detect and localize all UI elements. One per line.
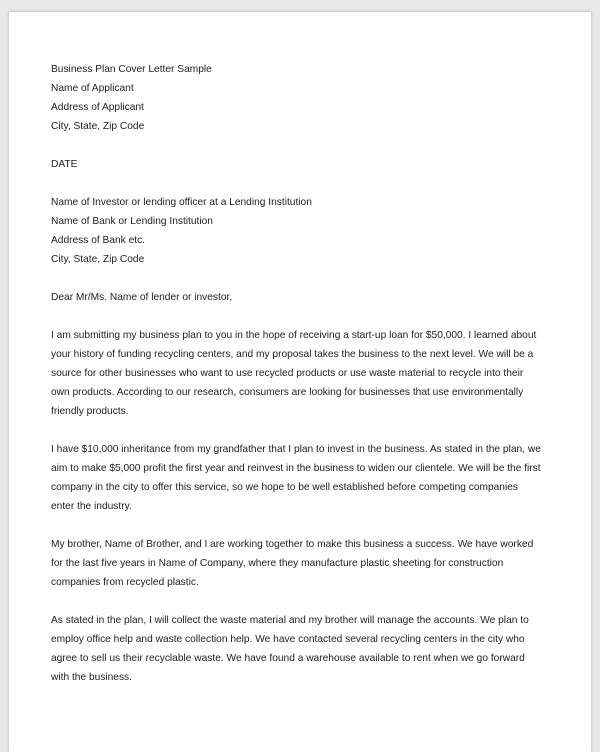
recipient-city: City, State, Zip Code [51,254,145,265]
salutation: Dear Mr/Ms. Name of lender or investor, [51,292,233,303]
sender-block [51,60,551,136]
paragraph-line: your history of funding recycling centers, and my proposal takes the business to the next level. We will be a [51,349,534,360]
paragraph-4 [51,611,551,687]
paragraph-line: for the last five years in Name of Company, where they manufacture plastic sheeting for construction [51,558,504,569]
recipient-address: Address of Bank etc. [51,235,146,246]
recipient-block [51,193,551,269]
paragraph-line: companies from recycled plastic. [51,577,199,588]
paragraph-line: As stated in the plan, I will collect the waste material and my brother will manage the accounts. We plan to [51,615,529,626]
paragraph-line: aim to make $5,000 profit the first year and reinvest in the business to widen our clientele. We will be the first [51,463,541,474]
paragraph-1 [51,326,551,421]
letter-date: DATE [51,159,78,170]
paragraph-line: with the business. [51,672,132,683]
paragraph-line: I have $10,000 inheritance from my grandfather that I plan to invest in the business. As stated in the plan, we [51,444,541,455]
paragraph-line: company in the city to offer this service, so we hope to be well established before competing companies [51,482,518,493]
paragraph-line: agree to sell us their recyclable waste. We have found a warehouse available to rent when we go forward [51,653,525,664]
paragraph-line: I am submitting my business plan to you in the hope of receiving a start-up loan for $50,000. I learned about [51,330,537,341]
paragraph-2 [51,440,551,516]
letter-body [51,60,551,687]
date-block [51,155,551,174]
paragraph-line: enter the industry. [51,501,132,512]
paragraph-line: My brother, Name of Brother, and I are working together to make this business a success. We have worked [51,539,534,550]
applicant-name: Name of Applicant [51,83,134,94]
document-page [9,12,591,752]
recipient-bank: Name of Bank or Lending Institution [51,216,213,227]
paragraph-line: source for other businesses who want to use recycled products or use waste material to recycle into their [51,368,524,379]
paragraph-line: own products. According to our research, consumers are looking for businesses that use environmentally [51,387,524,398]
applicant-city: City, State, Zip Code [51,121,145,132]
letter-heading: Business Plan Cover Letter Sample [51,64,212,75]
applicant-address: Address of Applicant [51,102,144,113]
paragraph-line: friendly products. [51,406,129,417]
salutation-block [51,288,551,307]
recipient-name: Name of Investor or lending officer at a Lending Institution [51,197,312,208]
paragraph-3 [51,535,551,592]
paragraph-line: employ office help and waste collection help. We have contacted several recycling centers in the city who [51,634,525,645]
